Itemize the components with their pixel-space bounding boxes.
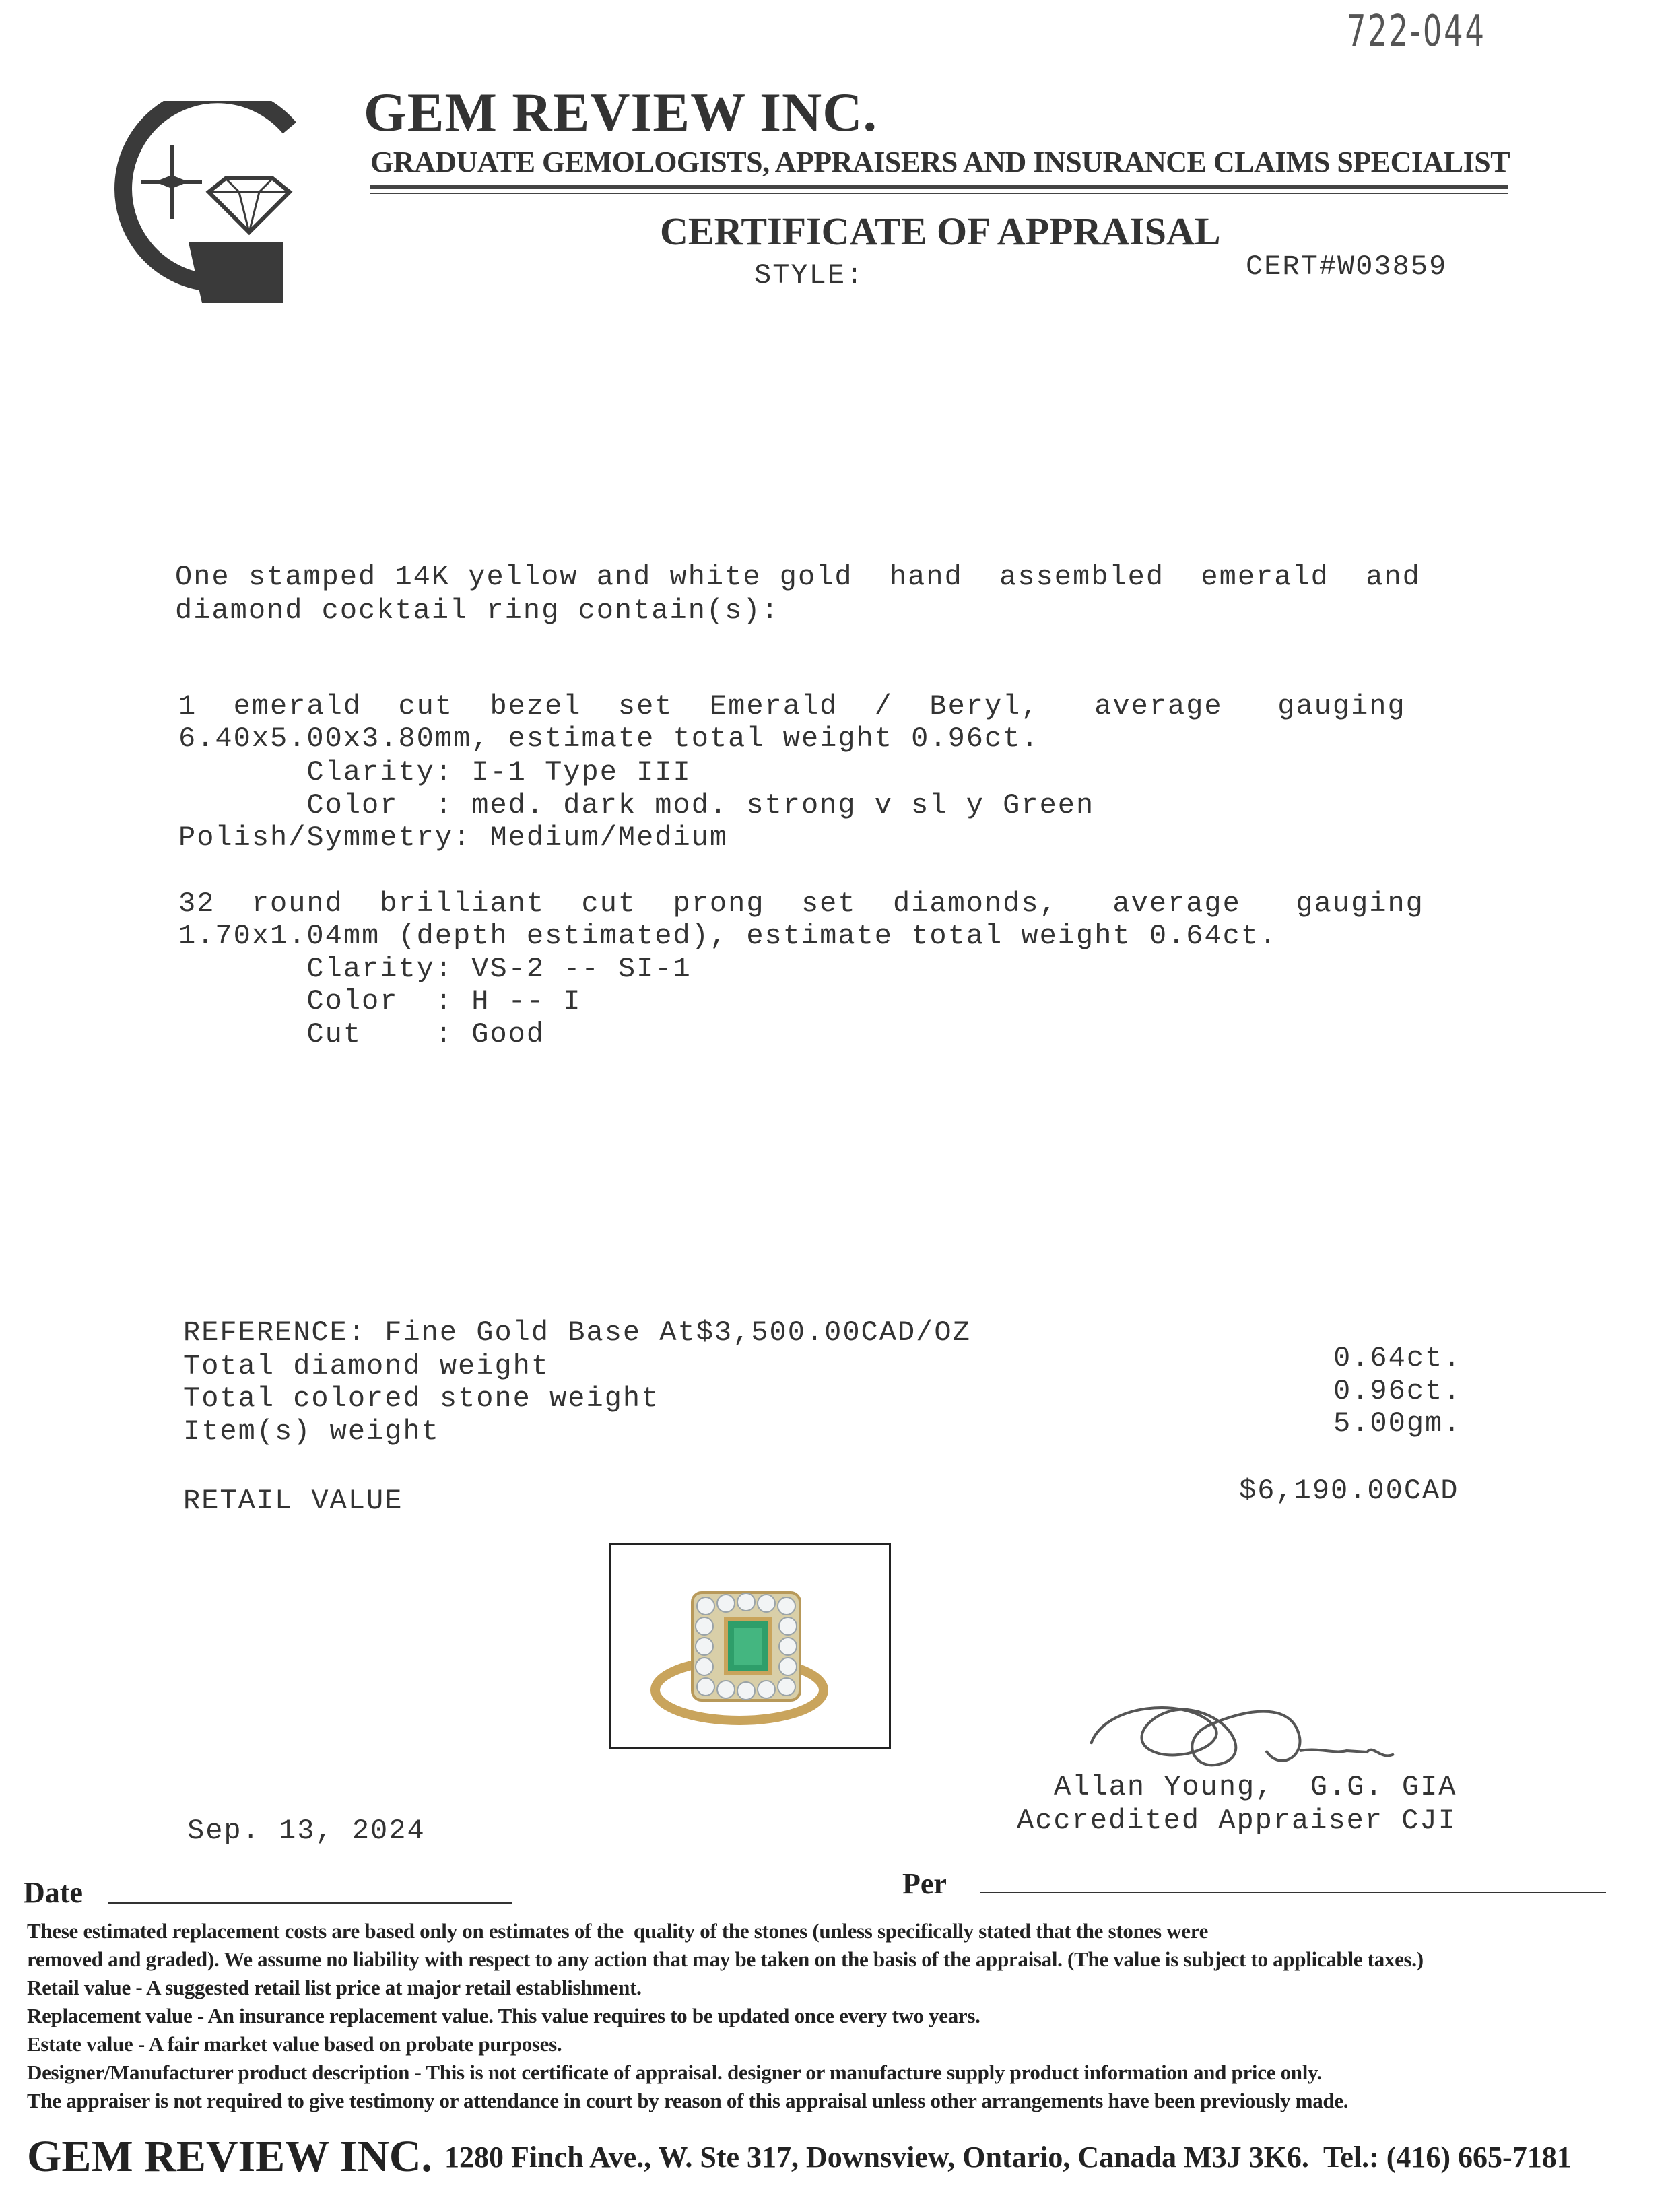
appraiser-name: Allan Young, G.G. GIA [1054, 1771, 1457, 1803]
description-line-1: One stamped 14K yellow and white gold hand assembled emerald and [175, 561, 1421, 593]
diamonds-color: Color : H -- I [178, 985, 582, 1017]
diamonds-line-2: 1.70x1.04mm (depth estimated), estimate total weight 0.64ct. [178, 920, 1278, 952]
date-line [108, 1902, 512, 1904]
disclaimer-line-5: Estate value - A fair market value based on probate purposes. [27, 2032, 562, 2056]
disclaimer-line-1: These estimated replacement costs are based only on estimates of the quality of the stones (unless specifically stated that the stones were [27, 1919, 1209, 1943]
retail-value-label: RETAIL VALUE [183, 1485, 403, 1517]
summary-label-colored: Total colored stone weight [183, 1382, 660, 1415]
disclaimer-line-3: Retail value - A suggested retail list price at major retail establishment. [27, 1976, 642, 1999]
emerald-line-2: 6.40x5.00x3.80mm, estimate total weight 0.96ct. [178, 723, 1040, 755]
appraiser-title: Accredited Appraiser CJI [1017, 1805, 1457, 1837]
disclaimer-line-2: removed and graded). We assume no liability with respect to any action that may be taken on the basis of the appraisal. (The value is subject to applicable taxes.) [27, 1947, 1424, 1971]
summary-value-diamond: 0.64ct. [1333, 1342, 1462, 1374]
diamonds-cut: Cut : Good [178, 1018, 545, 1050]
emerald-line-1: 1 emerald cut bezel set Emerald / Beryl, average gauging [178, 690, 1406, 723]
disclaimer-line-7: The appraiser is not required to give testimony or attendance in court by reason of this appraisal unless other arrangements have been previously made. [27, 2089, 1349, 2112]
appraiser-signature [1077, 1677, 1414, 1784]
ring-photo [609, 1543, 891, 1749]
emerald-clarity: Clarity: I-1 Type III [178, 756, 692, 789]
appraisal-date: Sep. 13, 2024 [187, 1815, 426, 1847]
summary-value-colored: 0.96ct. [1333, 1375, 1462, 1407]
company-logo-icon [108, 101, 310, 310]
footer-company-name: GEM REVIEW INC. [27, 2132, 433, 2181]
style-label: STYLE: [754, 259, 865, 292]
certificate-title: CERTIFICATE OF APPRAISAL [660, 209, 1221, 253]
ring-image-icon [611, 1545, 889, 1747]
header-rule-thin [370, 193, 1508, 194]
disclaimer-line-6: Designer/Manufacturer product description - This is not certificate of appraisal. designer or manufacture supply product information and price only. [27, 2060, 1322, 2084]
summary-label-diamond: Total diamond weight [183, 1350, 550, 1382]
per-label: Per [902, 1867, 947, 1900]
company-name: GEM REVIEW INC. [364, 81, 877, 143]
diamonds-line-1: 32 round brilliant cut prong set diamonds, average gauging [178, 887, 1424, 920]
cert-number: CERT#W03859 [1246, 250, 1448, 283]
reference-line: REFERENCE: Fine Gold Base At$3,500.00CAD/OZ [183, 1316, 971, 1349]
header-rule [370, 185, 1508, 189]
per-line [980, 1892, 1606, 1893]
disclaimer-line-4: Replacement value - An insurance replacement value. This value requires to be updated once every two years. [27, 2004, 980, 2027]
diamonds-clarity: Clarity: VS-2 -- SI-1 [178, 953, 692, 985]
date-label: Date [24, 1876, 83, 1909]
retail-value-amount: $6,190.00CAD [1239, 1475, 1459, 1507]
summary-value-item: 5.00gm. [1333, 1407, 1462, 1440]
summary-label-item: Item(s) weight [183, 1415, 440, 1448]
description-line-2: diamond cocktail ring contain(s): [175, 595, 780, 627]
company-tagline: GRADUATE GEMOLOGISTS, APPRAISERS AND INSURANCE CLAIMS SPECIALIST [370, 145, 1510, 178]
emerald-color: Color : med. dark mod. strong v sl y Green [178, 789, 1095, 822]
emerald-polish: Polish/Symmetry: Medium/Medium [178, 822, 729, 854]
handwritten-note: 722-044 [1347, 7, 1486, 57]
footer-address: 1280 Finch Ave., W. Ste 317, Downsview, Ontario, Canada M3J 3K6. Tel.: (416) 665-7181 [444, 2141, 1572, 2174]
